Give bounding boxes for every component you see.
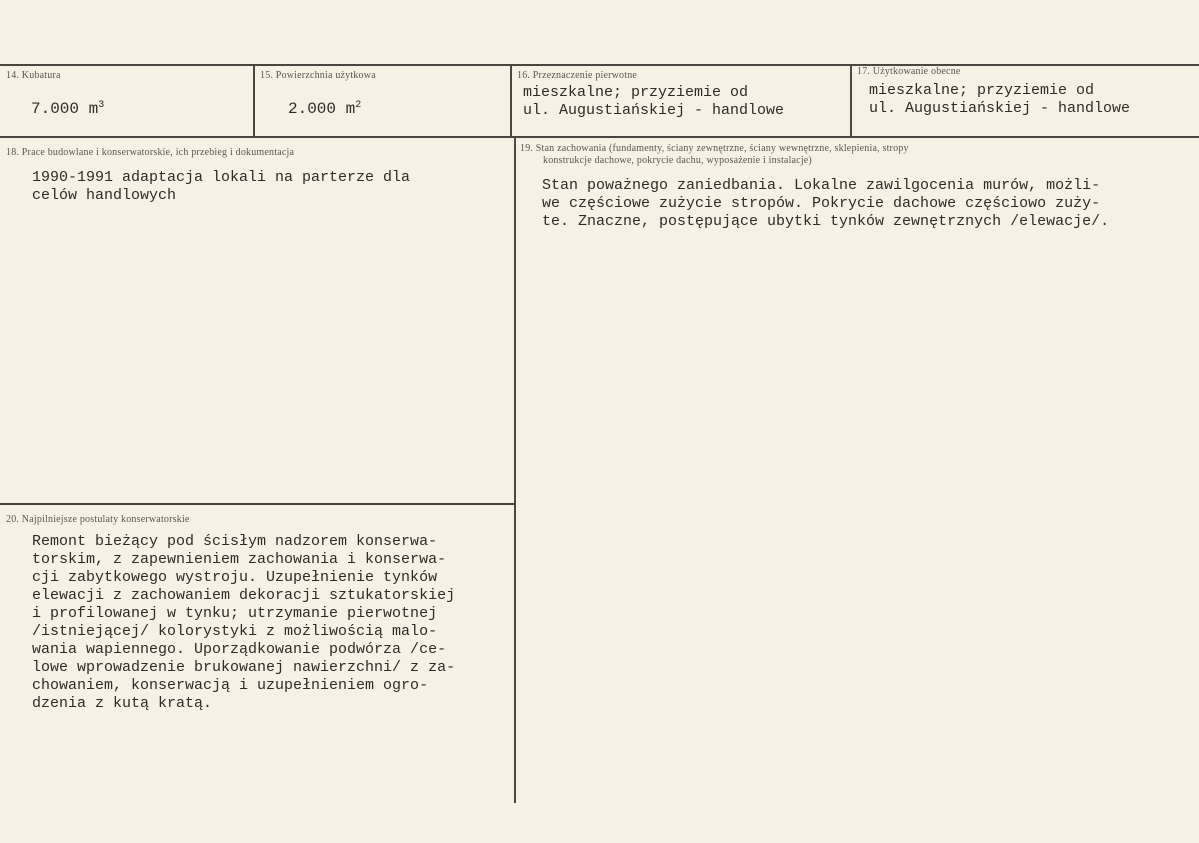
field-18-line-1: 1990-1991 adaptacja lokali na parterze dla — [32, 169, 411, 186]
field-18-line-2: celów handlowych — [32, 187, 177, 204]
field-20-line-5: i profilowanej w tynku; utrzymanie pierwotnej — [32, 605, 438, 622]
field-17-line-1: mieszkalne; przyziemie od — [869, 82, 1095, 99]
field-20-line-9: chowaniem, konserwacją i uzupełnieniem ogro- — [32, 677, 429, 694]
field-20-line-1: Remont bieżący pod ścisłym nadzorem konserwa- — [32, 533, 438, 550]
field-20-line-6: /istniejącej/ kolorystyki z możliwością malo- — [32, 623, 438, 640]
field-20-line-8: lowe wprowadzenie brukowanej nawierzchni/ z za- — [32, 659, 456, 676]
field-18-label: 18. Prace budowlane i konserwatorskie, ich przebieg i dokumentacja — [6, 147, 295, 158]
field-15-label: 15. Powierzchnia użytkowa — [260, 70, 376, 81]
field-14-label: 14. Kubatura — [6, 70, 61, 81]
field-16-line-2: ul. Augustiańskiej - handlowe — [523, 102, 785, 119]
col-divider-2 — [510, 64, 512, 138]
field-20-line-2: torskim, z zapewnieniem zachowania i konserwa- — [32, 551, 447, 568]
field-19-line-3: te. Znaczne, postępujące ubytki tynków zewnętrznych /elewacje/. — [542, 213, 1110, 230]
field-19-line-1: Stan poważnego zaniedbania. Lokalne zawilgocenia murów, możli- — [542, 177, 1101, 194]
field-19-label-line-2: konstrukcje dachowe, pokrycie dachu, wyposażenie i instalacje) — [543, 155, 812, 166]
row-divider — [0, 136, 1199, 138]
main-divider — [514, 136, 516, 803]
col-divider-1 — [253, 64, 255, 138]
field-15-number: 2.000 m — [288, 100, 356, 118]
field-14-exponent: 3 — [98, 100, 105, 111]
field-17-label: 17. Użytkowanie obecne — [857, 66, 961, 77]
field-14-value — [31, 100, 104, 119]
field-20-line-3: cji zabytkowego wystroju. Uzupełnienie tynków — [32, 569, 438, 586]
field-15-exponent: 2 — [355, 100, 362, 111]
section-20-divider — [0, 503, 515, 505]
field-15-value — [288, 100, 361, 119]
field-20-line-4: elewacji z zachowaniem dekoracji sztukatorskiej — [32, 587, 456, 604]
col-divider-3 — [850, 64, 852, 138]
field-17-line-2: ul. Augustiańskiej - handlowe — [869, 100, 1131, 117]
field-20-line-10: dzenia z kutą kratą. — [32, 695, 213, 712]
field-19-label-line-1: 19. Stan zachowania (fundamenty, ściany zewnętrzne, ściany wewnętrzne, sklepienia, stropy — [520, 143, 909, 154]
field-19-line-2: we częściowe zużycie stropów. Pokrycie dachowe częściowo zuży- — [542, 195, 1101, 212]
top-rule — [0, 64, 1199, 66]
field-14-number: 7.000 m — [31, 100, 99, 118]
field-20-label: 20. Najpilniejsze postulaty konserwatorskie — [6, 514, 190, 525]
field-20-line-7: wania wapiennego. Uporządkowanie podwórza /ce- — [32, 641, 447, 658]
field-16-label: 16. Przeznaczenie pierwotne — [517, 70, 638, 81]
field-16-line-1: mieszkalne; przyziemie od — [523, 84, 749, 101]
